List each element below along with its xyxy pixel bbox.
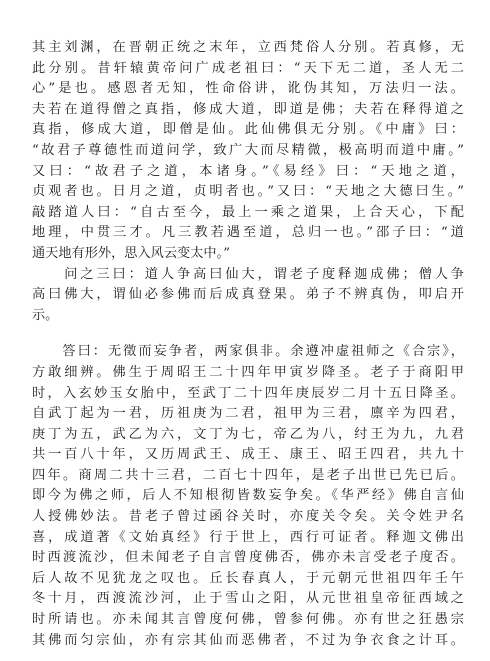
- paragraph-gap: [32, 326, 464, 342]
- text-line: 方敢细辨。佛生于周昭王二十四年甲寅岁降圣。老子于商阳甲: [32, 364, 464, 380]
- text-line: 自武丁起为一君，历祖庚为二君，祖甲为三君，廪辛为四君，: [32, 406, 464, 422]
- text-line: 共一百八十年，又历周武王、成王、康王、昭王四君，共九十: [32, 447, 464, 463]
- text-line: 问之三曰：道人争高曰仙大，谓老子度释迦成佛；僧人争: [32, 266, 464, 282]
- text-line: 心”是也。感恩者无知，性命俗讲，讹伪其知，万法归一法。: [32, 81, 464, 97]
- text-line: 时西渡流沙，但未闻老子自言曾度佛否，佛亦未言受老子度否。: [32, 550, 464, 566]
- text-line: 又曰：“故君子之道，本诸身。”《易经》曰：“天地之道，: [32, 163, 464, 179]
- text-line: 示。: [32, 307, 59, 323]
- text-line: 贞观者也。日月之道，贞明者也。”又曰：“天地之大德曰生。”: [32, 184, 464, 200]
- text-line: 人授佛妙法。昔老子曾过函谷关时，亦度关令矣。关令姓尹名: [32, 509, 464, 525]
- text-line: 庚丁为五，武乙为六，文丁为七，帝乙为八，纣王为九，九君: [32, 426, 464, 442]
- text-line: 真指，修成大道，即僧是仙。此仙佛俱无分别。《中庸》曰：: [32, 122, 464, 138]
- text-line: “故君子尊德性而道问学，致广大而尽精微，极高明而道中庸。”: [32, 142, 464, 158]
- paragraph-3: [32, 342, 464, 651]
- text-line: 其佛而匀宗仙，亦有宗其仙而恶佛者，不过为争衣食之计耳。: [32, 632, 464, 648]
- text-line: 敲踏道人曰：“自古至今，最上一乘之道果，上合天心，下配: [32, 204, 464, 220]
- paragraph-1: [32, 38, 464, 265]
- text-line: 地理，中贯三才。凡三教若遇至道，总归一也。”邵子曰：“道: [32, 225, 464, 241]
- text-line: 此分别。昔轩辕黄帝问广成老祖曰：“天下无二道，圣人无二: [32, 60, 464, 76]
- text-line: 夫若在道得僧之真指，修成大道，即道是佛；夫若在释得道之: [32, 101, 464, 117]
- text-line: 时所请也。亦未闻其言曾度何佛，曾参何佛。亦有世之狂愚宗: [32, 612, 464, 628]
- text-line: 四年。商周二共十三君，二百七十四年，是老子出世已先已后。: [32, 467, 464, 483]
- text-line: 其主刘渊，在晋朝正统之末年，立西梵俗人分别。若真修，无: [32, 40, 464, 55]
- text-line: 喜，成道著《文始真经》行于世上，西行可证者。释迦文佛出: [32, 529, 464, 545]
- text-line: 答曰：无徵而妄争者，两家俱非。余遵冲虚祖师之《合宗》，: [32, 344, 464, 360]
- text-line: 通天地有形外，思入风云变太中。”: [32, 245, 230, 261]
- text-line: 即今为佛之师，后人不知根彻皆数妄争矣。《华严经》佛自言仙: [32, 488, 464, 504]
- paragraph-2: [32, 265, 464, 327]
- text-line: 冬十月，西渡流沙河，止于雪山之阳，从元世祖皇帝征西域之: [32, 591, 464, 607]
- text-line: 高曰佛大，谓仙必参佛而后成真登果。弟子不辨真伪，叩启开: [32, 287, 464, 303]
- text-line: 后人故不见犹龙之叹也。丘长春真人，于元朝元世祖四年壬午: [32, 570, 464, 586]
- text-line: 时，入玄妙玉女胎中，至武丁二十四年庚辰岁二月十五日降圣。: [32, 385, 464, 401]
